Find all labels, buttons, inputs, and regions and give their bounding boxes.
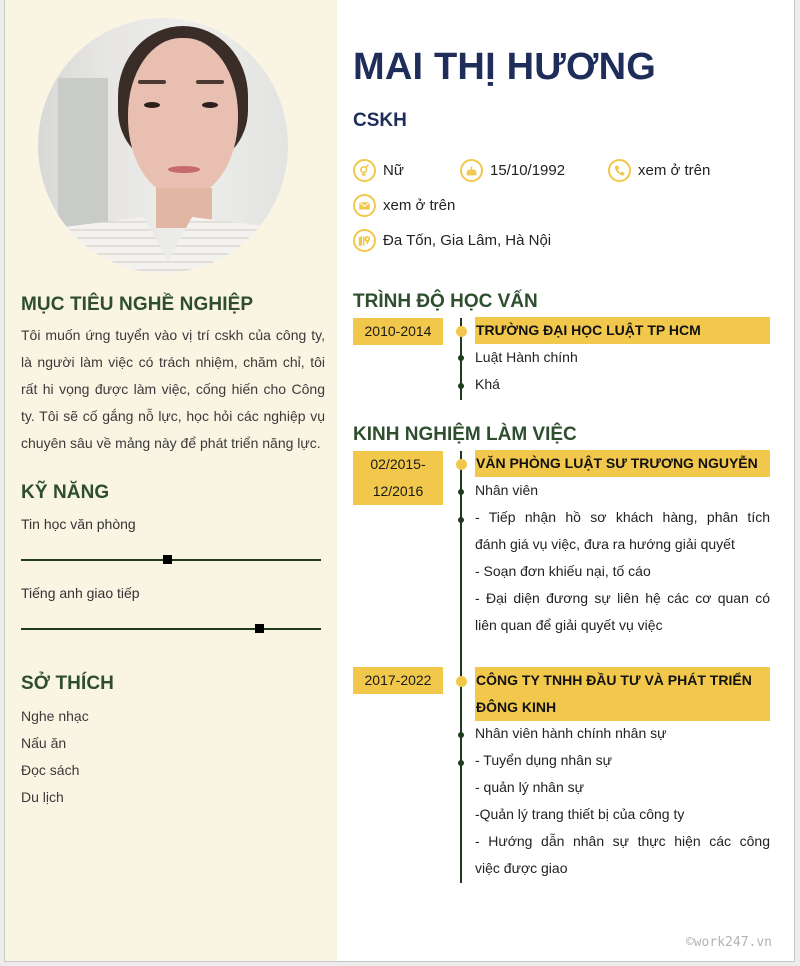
company-name-line: ĐÔNG KINH [476, 699, 557, 715]
job-title: CSKH [353, 110, 407, 131]
candidate-name: MAI THỊ HƯƠNG [353, 46, 656, 88]
objective-heading: MỤC TIÊU NGHỀ NGHIỆP [21, 294, 254, 315]
timeline-bullet [458, 383, 464, 389]
objective-text: Tôi muốn ứng tuyển vào vị trí cskh của công ty, là người làm việc có trách nhiệm, chăm chỉ, tôi rất hi vọng được làm việc, cống hiến cho Công ty. Tôi sẽ cố gắng nỗ lực, học hỏi các nghiệp vụ chuyên sâu về mảng này để phát triển năng lực. [21, 327, 325, 451]
education-date: 2010-2014 [353, 318, 443, 345]
skill-level-marker [255, 624, 264, 633]
duty-line: - Tuyển dụng nhân sự [475, 752, 613, 768]
email-info [353, 194, 455, 217]
gender-value: Nữ [383, 162, 404, 179]
phone-value: xem ở trên [638, 162, 711, 179]
timeline-marker [456, 676, 467, 687]
timeline-line [460, 451, 462, 883]
map-pin-icon [353, 229, 376, 252]
school-name: TRƯỜNG ĐẠI HỌC LUẬT TP HCM [475, 317, 770, 344]
address-value: Đa Tốn, Gia Lâm, Hà Nội [383, 232, 552, 249]
hobby-item: Du lịch [21, 789, 64, 805]
experience-date: 2017-2022 [353, 667, 443, 694]
timeline-bullet [458, 732, 464, 738]
company-name: VĂN PHÒNG LUẬT SƯ TRƯƠNG NGUYỄN [475, 450, 770, 477]
hobbies-heading: SỞ THÍCH [21, 673, 115, 694]
duty-line: -Quản lý trang thiết bị của công ty [475, 806, 685, 822]
duty-line: - Soạn đơn khiếu nại, tố cáo [475, 563, 651, 579]
duty-line: việc được giao [475, 860, 568, 876]
duty-line: - Đại diện đương sự liên hệ các cơ quan có [475, 590, 770, 606]
skill-level-bar [21, 559, 321, 561]
phone-info [608, 159, 710, 182]
email-value: xem ở trên [383, 197, 456, 214]
timeline-bullet [458, 517, 464, 523]
skills-heading: KỸ NĂNG [21, 482, 110, 503]
hobby-item: Nấu ăn [21, 735, 67, 751]
birthday-cake-icon [460, 159, 483, 182]
duty-line: - Hướng dẫn nhân sự thực hiện các công [475, 833, 770, 849]
skill-label: Tiếng anh giao tiếp [21, 585, 140, 601]
timeline-bullet [458, 760, 464, 766]
timeline-bullet [458, 355, 464, 361]
avatar [38, 18, 288, 273]
skill-level-bar [21, 628, 321, 630]
duty-line: - Tiếp nhận hồ sơ khách hàng, phân tích [475, 509, 770, 525]
hobby-item: Đọc sách [21, 762, 80, 778]
date-end: 12/2016 [372, 483, 424, 499]
address-info [353, 229, 551, 252]
education-heading: TRÌNH ĐỘ HỌC VẤN [353, 291, 538, 312]
duty-line: liên quan để giải quyết vụ việc [475, 617, 663, 633]
dob-info [460, 159, 565, 182]
cv-page [5, 0, 794, 961]
envelope-icon [353, 194, 376, 217]
skill-label: Tin học văn phòng [21, 516, 136, 532]
position: Nhân viên [475, 482, 539, 498]
company-name [475, 667, 770, 721]
watermark: ©work247.vn [685, 935, 772, 950]
duty-line: - quản lý nhân sự [475, 779, 584, 795]
gender-info [353, 159, 404, 182]
timeline-marker [456, 326, 467, 337]
gender-icon [353, 159, 376, 182]
position: Nhân viên hành chính nhân sự [475, 725, 667, 741]
education-major: Luật Hành chính [475, 349, 578, 365]
phone-icon [608, 159, 631, 182]
skill-level-marker [163, 555, 172, 564]
company-name-line: CÔNG TY TNHH ĐẦU TƯ VÀ PHÁT TRIỂN [476, 672, 752, 688]
timeline-bullet [458, 489, 464, 495]
dob-value: 15/10/1992 [490, 162, 566, 179]
duty-line: đánh giá vụ việc, đưa ra hướng giải quyết [475, 536, 735, 552]
experience-heading: KINH NGHIỆM LÀM VIỆC [353, 424, 577, 445]
date-start: 02/2015- [370, 456, 426, 472]
education-grade: Khá [475, 376, 500, 392]
experience-date [353, 451, 443, 505]
hobby-item: Nghe nhạc [21, 708, 89, 724]
sidebar [5, 0, 337, 961]
timeline-marker [456, 459, 467, 470]
